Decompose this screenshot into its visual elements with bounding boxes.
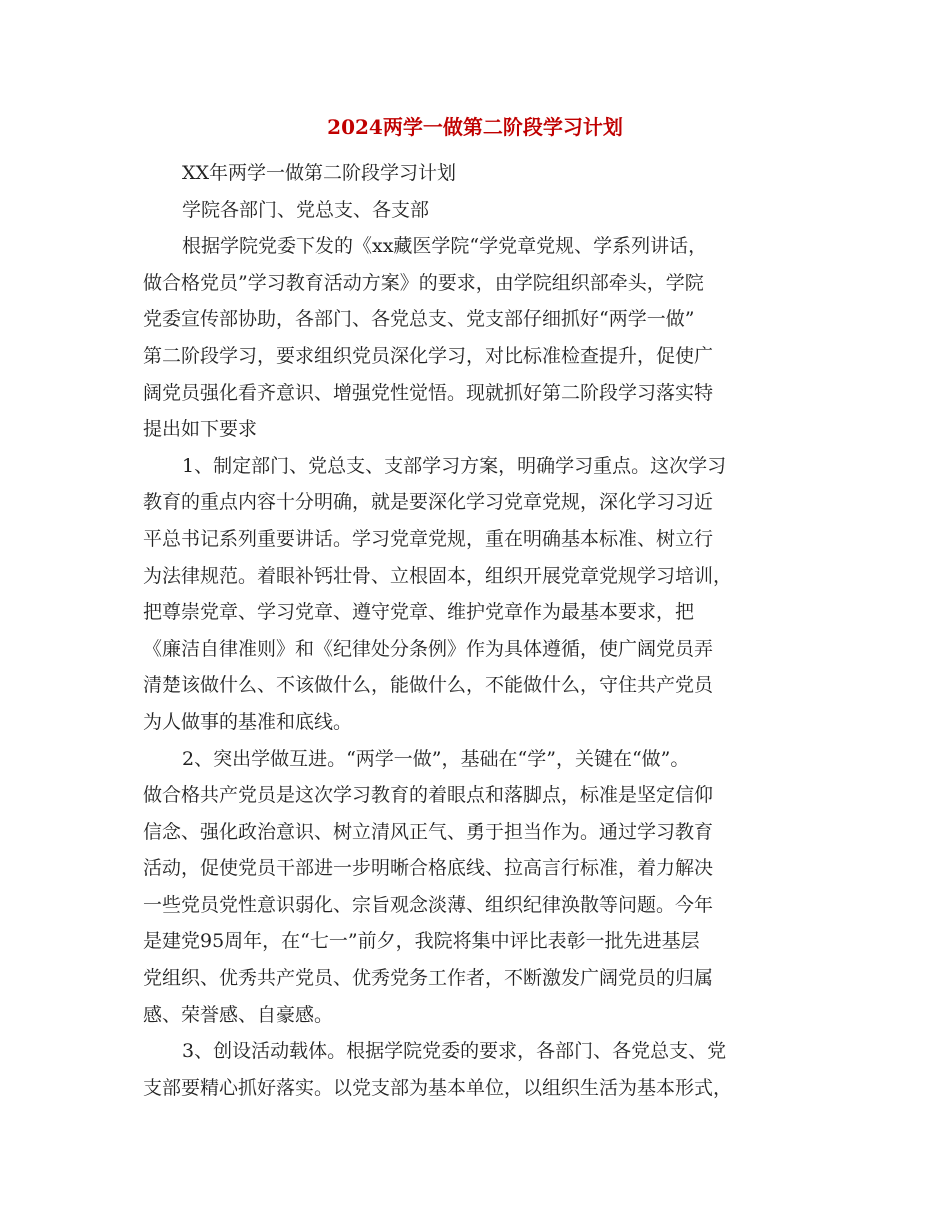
- text-line: 党组织、优秀共产党员、优秀党务工作者，不断激发广阔党员的归属: [143, 967, 714, 990]
- text-line: 阔党员强化看齐意识、增强党性觉悟。现就抓好第二阶段学习落实特: [143, 381, 714, 404]
- text-line: XX年两学一做第二阶段学习计划: [182, 162, 457, 184]
- document-title: 2024两学一做第二阶段学习计划: [327, 115, 623, 139]
- text-line: 2、突出学做互进。“两学一做”，基础在“学”，关键在“做”。: [182, 747, 690, 770]
- text-line: 为法律规范。着眼补钙壮骨、立根固本，组织开展党章党规学习培训，: [143, 564, 733, 587]
- text-line: 为人做事的基准和底线。: [143, 710, 353, 733]
- text-line: 《廉洁自律准则》和《纪律处分条例》作为具体遵循，使广阔党员弄: [143, 637, 714, 660]
- text-line: 清楚该做什么、不该做什么，能做什么，不能做什么，守住共产党员: [143, 674, 714, 697]
- text-line: 党委宣传部协助，各部门、各党总支、党支部仔细抓好“两学一做”: [143, 308, 695, 331]
- text-line: 3、创设活动载体。根据学院党委的要求，各部门、各党总支、党: [182, 1040, 727, 1063]
- text-line: 平总书记系列重要讲话。学习党章党规，重在明确基本标准、树立行: [143, 527, 714, 550]
- text-line: 做合格党员”学习教育活动方案》的要求，由学院组织部牵头，学院: [143, 271, 704, 294]
- text-line: 支部要精心抓好落实。以党支部为基本单位，以组织生活为基本形式，: [143, 1076, 733, 1099]
- text-line: 信念、强化政治意识、树立清风正气、勇于担当作为。通过学习教育: [143, 820, 714, 843]
- text-line: 把尊崇党章、学习党章、遵守党章、维护党章作为最基本要求，把: [143, 601, 695, 624]
- text-line: 第二阶段学习，要求组织党员深化学习，对比标准检查提升，促使广: [143, 344, 714, 367]
- text-line: 活动，促使党员干部进一步明晰合格底线、拉高言行标准，着力解决: [143, 857, 714, 880]
- text-line: 根据学院党委下发的《xx藏医学院“学党章党规、学系列讲话，: [182, 235, 708, 258]
- text-line: 感、荣誉感、自豪感。: [143, 1003, 334, 1026]
- text-line: 提出如下要求: [143, 418, 258, 441]
- text-line: 教育的重点内容十分明确，就是要深化学习党章党规，深化学习习近: [143, 491, 714, 514]
- text-line: 1、制定部门、党总支、支部学习方案，明确学习重点。这次学习: [182, 454, 727, 477]
- text-line: 一些党员党性意识弱化、宗旨观念淡薄、组织纪律涣散等问题。今年: [143, 893, 714, 916]
- text-line: 做合格共产党员是这次学习教育的着眼点和落脚点，标准是坚定信仰: [143, 784, 714, 807]
- text-line: 学院各部门、党总支、各支部: [182, 198, 430, 221]
- document-body: [143, 155, 811, 1106]
- text-line: 是建党95周年，在“七一”前夕，我院将集中评比表彰一批先进基层: [143, 930, 700, 953]
